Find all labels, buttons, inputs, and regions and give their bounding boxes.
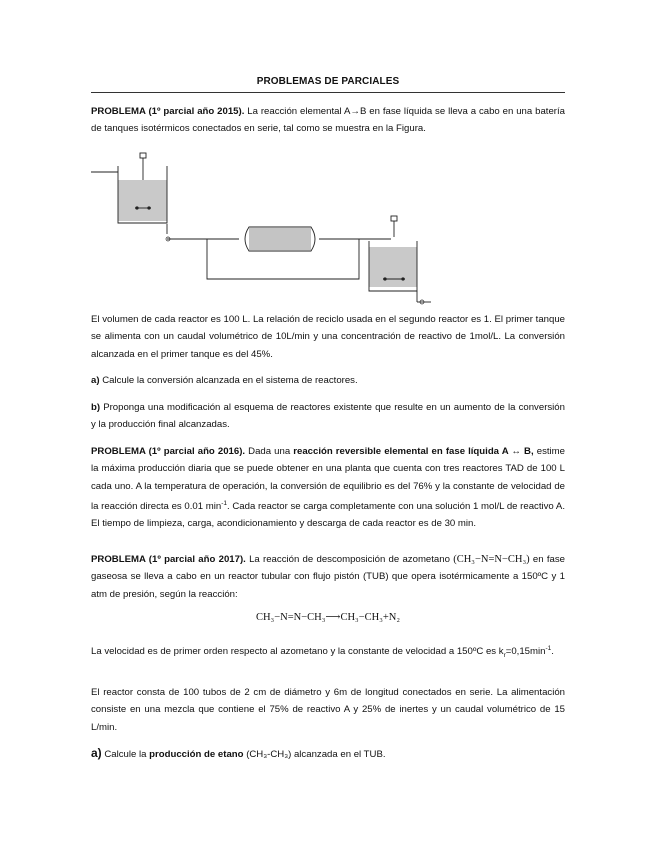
rate-exponent: -1: [545, 645, 552, 652]
rate-subscript: r: [503, 652, 506, 660]
question-a-label: a): [91, 375, 100, 386]
problem-2-heading: PROBLEMA (1º parcial año 2016).: [91, 446, 246, 457]
problem-1-intro-text: La reacción elemental A→B en fase líquida se lleva a cabo en una batería de tanques isotérmicos conectados en serie, tal como se muestra en la Figura.: [91, 106, 565, 135]
rate-text: La velocidad es de primer orden respecto al azometano y la constante de velocidad a 150ºC es k: [91, 646, 504, 658]
reactor-description: El reactor consta de 100 tubos de 2 cm de diámetro y 6m de longitud conectados en serie. La alimentación consiste en una mezcla que contiene el 75% de reactivo A y 25% de inertes y un caudal volumétrico de 15 L/min.: [91, 687, 565, 733]
problem-2-text-a: Dada una: [248, 446, 291, 457]
question-b-text: Proponga una modificación al esquema de reactores existente que resulte en un aumento de la conversión y la producción final alcanzadas.: [91, 402, 565, 431]
azomethane-formula: (CH₃−N=N−CH₃): [453, 554, 530, 565]
rate-value: =0,15min: [505, 646, 546, 658]
problem-2-exponent: -1: [221, 499, 227, 507]
question-b-label: b): [91, 402, 101, 413]
problem-1-heading: PROBLEMA (1º parcial año 2015).: [91, 106, 245, 117]
problem-2: [91, 443, 565, 533]
problem-3-qa-text-a: Calcule la: [104, 749, 147, 760]
problem-3-heading: PROBLEMA (1º parcial año 2017).: [91, 554, 246, 565]
question-a-text: Calcule la conversión alcanzada en el sistema de reactores.: [102, 375, 358, 386]
problem-2-text-c: . Cada reactor se carga completamente con una solución 1 mol/L de reactivo A. El tiempo de limpieza, carga, acondicionamiento y descarga de cada reactor es de 30 min.: [91, 501, 565, 530]
problem-2-reaction: reacción reversible elemental en fase líquida A ↔ B,: [293, 446, 534, 457]
tank-2: [369, 216, 417, 302]
tubular-reactor: [245, 227, 315, 251]
reactor-diagram: [91, 144, 436, 310]
tank-1: [118, 153, 167, 234]
ethane-production: producción de etano: [149, 749, 244, 760]
rate-end: .: [551, 646, 554, 658]
problem-1-intro: [91, 103, 565, 138]
title-rule: [91, 92, 565, 93]
problem-3-text-b: en fase gaseosa se lleva a cabo en un reactor tubular con flujo pistón (TUB) que opera isotérmicamente a 150ºC y 1 atm de presión, según la reacción:: [91, 554, 565, 600]
problem-3-text-a: La reacción de descomposición de azometano: [249, 554, 450, 565]
problem-2-text-b: estime la máxima producción diaria que se puede obtener en una planta que cuenta con tres reactores TAD de 100 L cada uno. A la temperatura de operación, la conversión de equilibrio es del 76% y la constante de velocidad de la reacción directa es 0.01 min: [91, 446, 565, 513]
page-title: PROBLEMAS DE PARCIALES: [256, 76, 400, 87]
rate-statement: [91, 640, 565, 664]
problem-3-question-a: [91, 745, 565, 763]
problem-3-qa-label: a): [91, 746, 102, 760]
problem-1-question-b: [91, 399, 565, 434]
problem-3-intro: [91, 551, 565, 603]
reaction-equation: CH₃−N=N−CH₃⟶CH₃−CH₃+N₂: [255, 612, 401, 623]
problem-1-body: El volumen de cada reactor es 100 L. La relación de reciclo usada en el segundo reactor es 1. El primer tanque se alimenta con un caudal volumétrico de 10L/min y una concentración de reactivo de 1mol/L. La conversión alcanzada en el primer tanque es del 45%.: [91, 314, 565, 360]
problem-3-qa-text-b: (CH₃-CH₃) alcanzada en el TUB.: [246, 749, 386, 760]
problem-1-question-a: [91, 372, 565, 389]
